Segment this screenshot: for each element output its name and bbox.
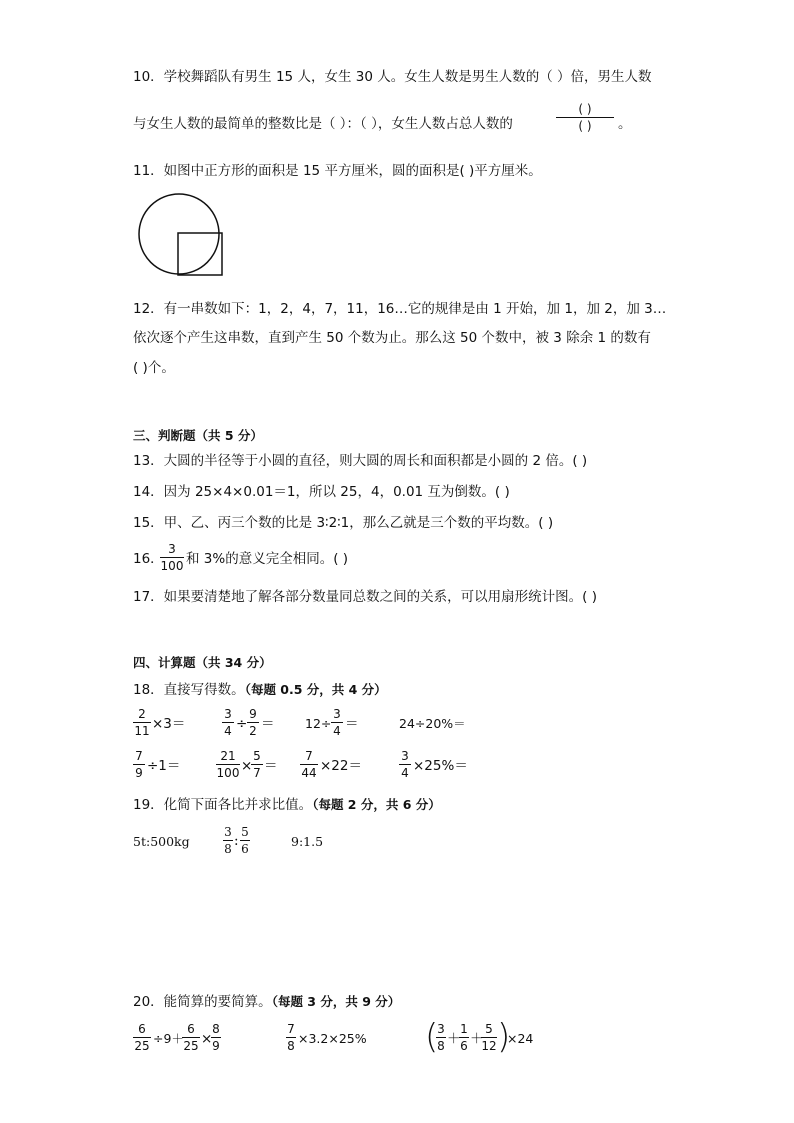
q18-b-eq: ＝: [261, 716, 275, 732]
q18-b-num1: 3: [222, 708, 234, 723]
q16-denominator: 100: [160, 559, 184, 573]
q20-a-num2: 6: [182, 1023, 200, 1038]
circle-shape: [139, 194, 219, 274]
section4-title: 四、计算题（共 34 分）: [133, 655, 272, 670]
q20-c-fraction1: [436, 1023, 446, 1052]
q17-text: 17．如果要清楚地了解各部分数量同总数之间的关系，可以用扇形统计图。( ): [133, 589, 598, 605]
q10-end: 。: [618, 116, 632, 132]
q19-points: （每题 2 分，共 6 分）: [312, 797, 441, 812]
q12-line3: ( )个。: [133, 360, 175, 376]
q18-a-rest: ×3＝: [152, 716, 186, 732]
q20-c-left-paren: (: [425, 1017, 439, 1057]
q20-points: （每题 3 分，共 9 分）: [271, 994, 401, 1009]
q18-c-pre: 12÷: [305, 716, 332, 731]
q10-blank-numerator[interactable]: ( ): [556, 103, 614, 118]
q20-b-num: 7: [287, 1022, 295, 1036]
q16-numerator: 3: [160, 543, 184, 558]
q19-label-text: 19．化简下面各比并求比值。: [133, 797, 313, 813]
q20-a-op2: ×: [201, 1031, 213, 1047]
q18-g-rest: ×22＝: [320, 758, 362, 774]
q16-text: 和 3%的意义完全相同。( ): [186, 551, 349, 567]
q19-b-colon: :: [234, 833, 239, 849]
q20-c-plus1: ＋: [447, 1031, 461, 1047]
q19-b-fraction1: [223, 826, 233, 855]
q14-text: 14．因为 25×4×0.01＝1，所以 25，4，0.01 互为倒数。( ): [133, 484, 510, 500]
q18-e-fraction: [133, 750, 145, 779]
q18-f-den1: 100: [216, 766, 240, 780]
q20-a-num1: 6: [133, 1023, 151, 1038]
q18-f-num2: 5: [251, 750, 263, 765]
q18-a-den: 11: [134, 724, 150, 738]
q15-text: 15．甲、乙、丙三个数的比是 3∶2∶1，那么乙就是三个数的平均数。( ): [133, 515, 554, 531]
q18-c-eq: ＝: [345, 716, 359, 732]
circle-square-figure: [132, 188, 228, 280]
q18-h-rest: ×25%＝: [413, 758, 468, 774]
q20-a-fraction1: [133, 1023, 151, 1052]
q20-b-fraction: [286, 1023, 296, 1052]
q20-a-op1: ÷9＋: [153, 1031, 184, 1046]
q20-c-rest: ×24: [507, 1031, 534, 1046]
q18-g-den: 44: [301, 766, 317, 780]
q20-a-fraction2: [182, 1023, 200, 1052]
q12-line2: 依次逐个产生这串数，直到产生 50 个数为止。那么这 50 个数中，被 3 除余 1 的数有: [133, 330, 651, 346]
q20-c-fraction2: [459, 1023, 469, 1052]
q18-g-fraction: [300, 750, 318, 779]
q18-h-den: 4: [401, 766, 409, 780]
q19-a: 5t:500kg: [133, 834, 190, 849]
q18-b-num2: 9: [247, 708, 259, 723]
q20-c-den1: 8: [437, 1039, 445, 1053]
q11-text: 11．如图中正方形的面积是 15 平方厘米，圆的面积是( )平方厘米。: [133, 163, 542, 179]
q18-h-num: 3: [399, 750, 411, 765]
q18-b-fraction1: [222, 708, 234, 737]
q20-a-den3: 9: [212, 1039, 220, 1053]
q20-c-num2: 1: [460, 1022, 468, 1036]
q20-c-den3: 12: [481, 1039, 497, 1053]
q18-c-fraction: [331, 708, 343, 737]
q20-c-num3: 5: [481, 1023, 497, 1038]
q18-label-text: 18．直接写得数。: [133, 682, 245, 698]
q12-line1: 12．有一串数如下：1，2，4，7，11，16…它的规律是由 1 开始，加 1，加 2，加 3…: [133, 301, 667, 317]
q20-b-rest: ×3.2×25%: [298, 1031, 367, 1046]
q10-answer-fraction[interactable]: [556, 103, 614, 132]
q18-a-num: 2: [133, 708, 151, 723]
q18-f-fraction1: [216, 750, 240, 779]
q18-d: 24÷20%＝: [399, 716, 466, 731]
q18-h-fraction: [399, 750, 411, 779]
q20-a-fraction3: [211, 1023, 221, 1052]
q18-e-rest: ÷1＝: [147, 758, 181, 774]
q18-f-den2: 7: [253, 766, 261, 780]
q20-c-fraction3: [481, 1023, 497, 1052]
q18-f-fraction2: [251, 750, 263, 779]
section3-title: 三、判断题（共 5 分）: [133, 428, 263, 443]
q18-b-op: ÷: [236, 716, 248, 732]
q10-line1: 10．学校舞蹈队有男生 15 人，女生 30 人。女生人数是男生人数的（ ）倍，男生人数: [133, 69, 652, 85]
q20-label-text: 20．能简算的要简算。: [133, 994, 272, 1010]
q13-text: 13．大圆的半径等于小圆的直径，则大圆的周长和面积都是小圆的 2 倍。( ): [133, 453, 588, 469]
q20-c-num1: 3: [437, 1022, 445, 1036]
q18-f-eq: ＝: [264, 758, 278, 774]
q18-c-num: 3: [331, 708, 343, 723]
q18-b-den1: 4: [224, 724, 232, 738]
q18-e-num: 7: [133, 750, 145, 765]
q18-g-num: 7: [300, 750, 318, 765]
q18-b-den2: 2: [249, 724, 257, 738]
q20-c-right-paren: ): [497, 1017, 511, 1057]
q20-a-num3: 8: [212, 1022, 220, 1036]
q19-b-den2: 6: [241, 842, 249, 856]
q18-label: [133, 684, 387, 698]
q18-e-den: 9: [135, 766, 143, 780]
q16-prefix: 16．: [133, 551, 164, 567]
q19-b-num2: 5: [241, 825, 249, 839]
q19-label: [133, 799, 441, 813]
q20-label: [133, 996, 400, 1010]
q20-a-den2: 25: [183, 1039, 199, 1053]
q19-b-num1: 3: [224, 825, 232, 839]
q18-a-fraction: [133, 708, 151, 737]
q20-c-plus2: ＋: [470, 1031, 484, 1047]
q18-points: （每题 0.5 分，共 4 分）: [244, 682, 387, 697]
q20-a-den1: 25: [134, 1039, 150, 1053]
q19-b-den1: 8: [224, 842, 232, 856]
q18-f-num1: 21: [216, 750, 240, 765]
q18-b-fraction2: [247, 708, 259, 737]
q16-fraction: [160, 543, 184, 572]
q20-b-den: 8: [287, 1039, 295, 1053]
q10-line2: 与女生人数的最简单的整数比是（ ）：（ ），女生人数占总人数的: [133, 116, 513, 132]
q20-c-den2: 6: [460, 1039, 468, 1053]
q10-blank-denominator[interactable]: ( ): [578, 119, 592, 133]
q18-c-den: 4: [333, 724, 341, 738]
q19-b-fraction2: [240, 826, 250, 855]
q18-f-op: ×: [241, 758, 253, 774]
q19-c: 9:1.5: [291, 834, 324, 849]
